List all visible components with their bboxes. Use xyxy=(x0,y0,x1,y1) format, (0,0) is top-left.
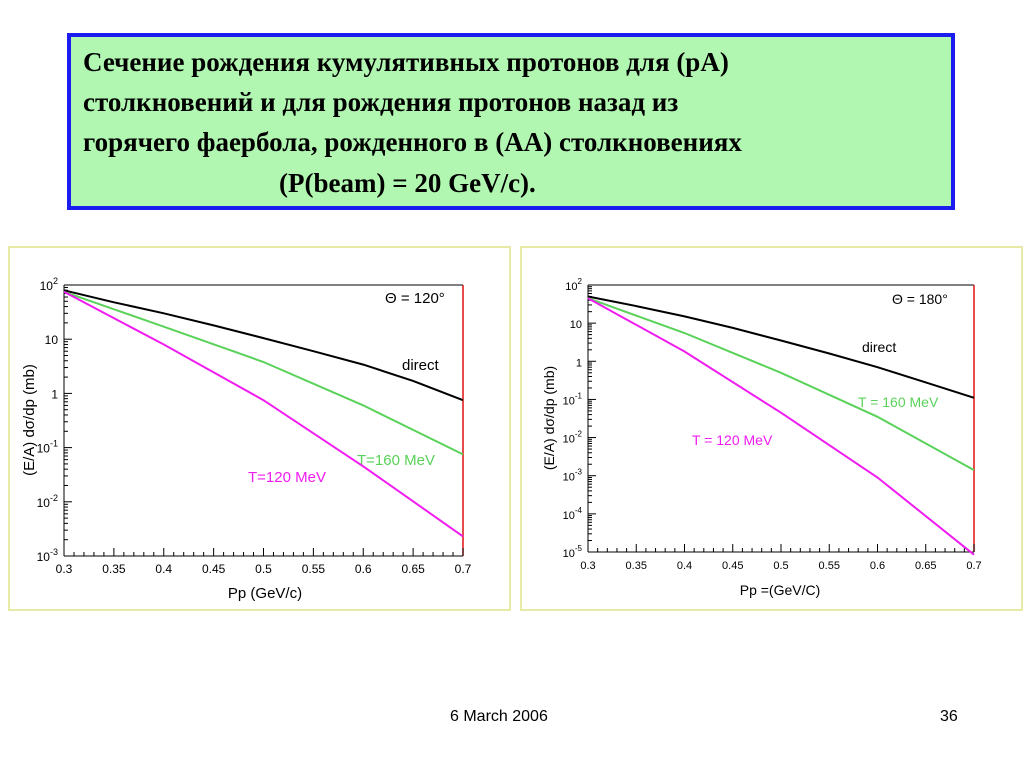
x-axis-label: Pp =(GeV/C) xyxy=(739,582,821,598)
x-tick-label: 0.55 xyxy=(818,560,840,572)
y-tick-label: 1 xyxy=(51,387,58,402)
series-line-t160 xyxy=(588,298,974,470)
angle-annotation: Θ = 180° xyxy=(892,291,948,307)
series-label: direct xyxy=(402,357,439,374)
x-tick-label: 0.4 xyxy=(676,560,693,572)
x-tick-label: 0.65 xyxy=(401,562,425,576)
series-label: T = 120 MeV xyxy=(692,432,773,448)
series-line-direct xyxy=(588,297,974,398)
series-line-t120 xyxy=(64,292,463,537)
series-label: direct xyxy=(862,339,897,355)
series-label: T = 160 MeV xyxy=(858,394,939,410)
y-tick-label: $10^2$ xyxy=(565,277,582,293)
x-tick-label: 0.45 xyxy=(201,562,226,576)
x-tick-label: 0.7 xyxy=(454,562,472,576)
x-axis-label: Pp (GeV/c) xyxy=(227,585,303,602)
title-line-3: горячего фаербола, рожденного в (AA) столкновениях xyxy=(83,127,742,157)
chart-panel-left xyxy=(8,246,511,611)
title-line-1: Сечение рождения кумулятивных протонов для (pA) xyxy=(83,47,729,77)
y-axis-label: (E/A) dσ/dp (mb) xyxy=(541,365,557,471)
chart-right xyxy=(522,248,1021,609)
y-tick-label: $10^{-3}$ xyxy=(562,467,582,484)
y-tick-label: $10^{-1}$ xyxy=(562,391,582,408)
title-line-2: столкновений и для рождения протонов назад из xyxy=(83,87,679,117)
slide-number: 36 xyxy=(940,708,958,725)
x-tick-label: 0.55 xyxy=(301,562,326,576)
series-line-t120 xyxy=(588,298,974,555)
x-tick-label: 0.35 xyxy=(102,562,126,576)
x-tick-label: 0.3 xyxy=(55,562,73,576)
x-tick-label: 0.5 xyxy=(773,560,789,572)
x-tick-label: 0.6 xyxy=(354,562,372,576)
series-label: T=120 MeV xyxy=(248,469,326,486)
y-tick-label: $10^{-5}$ xyxy=(562,544,582,560)
angle-annotation: Θ = 120° xyxy=(385,290,445,307)
y-tick-label: $10^{-3}$ xyxy=(36,547,58,564)
y-tick-label: $10^{-1}$ xyxy=(36,438,58,456)
x-tick-label: 0.7 xyxy=(966,560,982,572)
footer-date: 6 March 2006 xyxy=(450,708,548,725)
y-tick-label: 1 xyxy=(575,357,582,370)
y-tick-label: $10^{-4}$ xyxy=(562,505,582,522)
title-box xyxy=(67,33,955,210)
x-tick-label: 0.3 xyxy=(580,560,596,572)
y-tick-label: $10^{-2}$ xyxy=(562,429,582,446)
chart-panel-right xyxy=(520,246,1023,611)
chart-left xyxy=(10,248,509,609)
x-tick-label: 0.45 xyxy=(722,560,744,572)
x-tick-label: 0.35 xyxy=(625,560,647,572)
y-tick-label: 10 xyxy=(44,333,58,348)
y-tick-label: $10^2$ xyxy=(39,276,58,293)
title-line-4: (P(beam) = 20 GeV/c). xyxy=(279,168,536,198)
x-tick-label: 0.5 xyxy=(255,562,272,576)
series-label: T=160 MeV xyxy=(357,452,435,469)
y-tick-label: $10^{-2}$ xyxy=(36,492,58,510)
x-tick-label: 0.65 xyxy=(915,560,937,572)
y-tick-label: 10 xyxy=(569,319,582,332)
x-tick-label: 0.4 xyxy=(155,562,173,576)
x-tick-label: 0.6 xyxy=(869,560,886,572)
y-axis-label: (E/A) dσ/dp (mb) xyxy=(21,364,38,476)
